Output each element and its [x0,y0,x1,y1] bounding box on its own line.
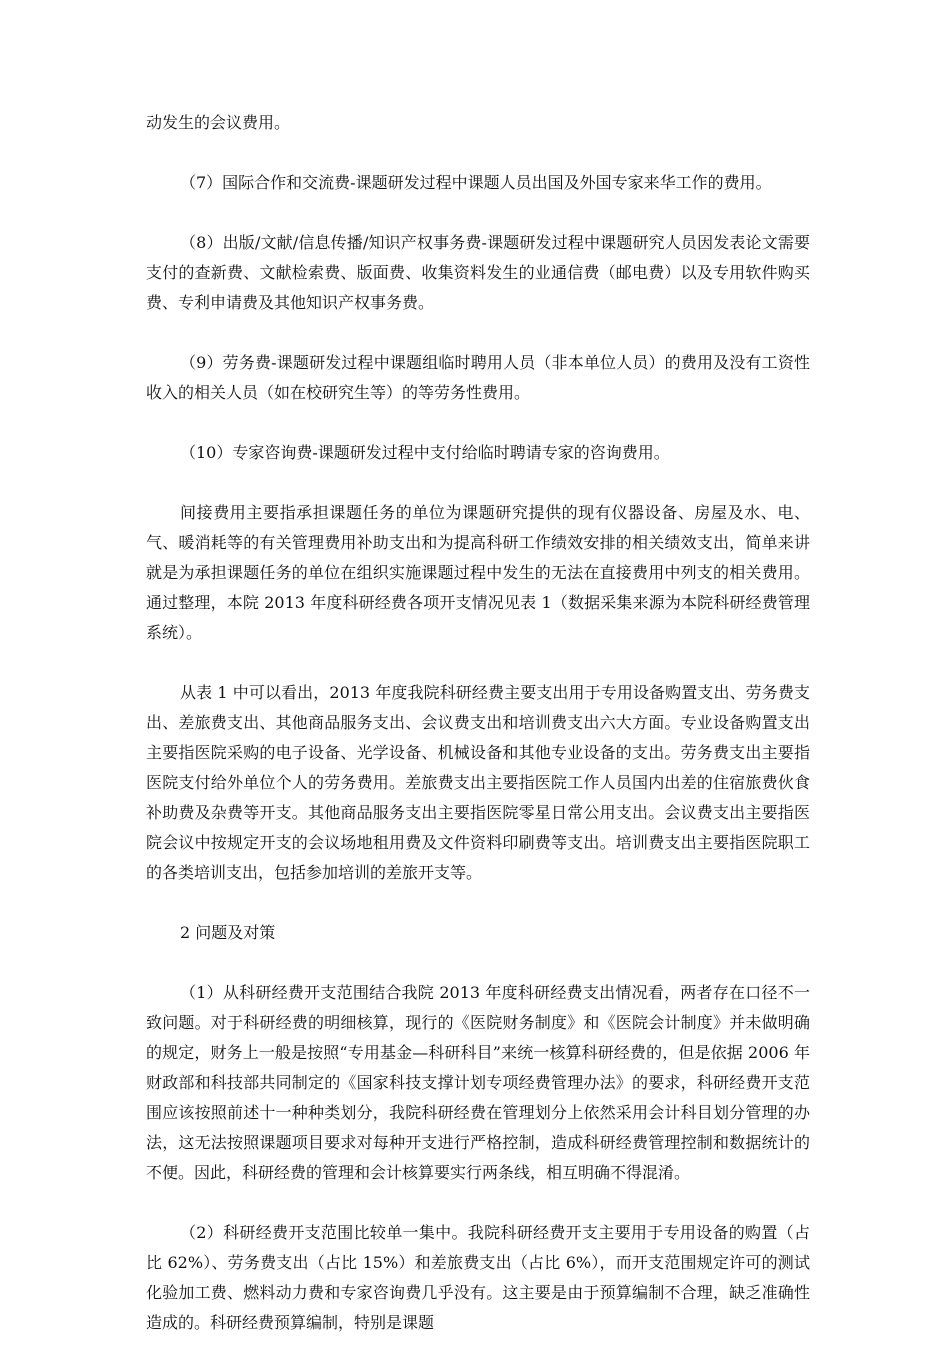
paragraph-table-analysis: 从表 1 中可以看出，2013 年度我院科研经费主要支出用于专用设备购置支出、劳务费支出、差旅费支出、其他商品服务支出、会议费支出和培训费支出六大方面。专业设备购置支出主要指医院采购的电子设备、光学设备、机械设备和其他专业设备的支出。劳务费支出主要指医院支付给外单位个人的劳务费用。差旅费支出主要指医院工作人员国内出差的住宿旅费伙食补助费及杂费等开支。其他商品服务支出主要指医院零星日常公用支出。会议费支出主要指医院会议中按规定开支的会议场地租用费及文件资料印刷费等支出。培训费支出主要指医院职工的各类培训支出，包括参加培训的差旅开支等。 [146,683,810,882]
document-body [146,108,810,1368]
paragraph-item-10: （10）专家咨询费-课题研发过程中支付给临时聘请专家的咨询费用。 [180,443,670,462]
paragraph-indirect-costs: 间接费用主要指承担课题任务的单位为课题研究提供的现有仪器设备、房屋及水、电、气、暖消耗等的有关管理费用补助支出和为提高科研工作绩效安排的相关绩效支出，简单来讲就是为承担课题任务的单位在组织实施课题过程中发生的无法在直接费用中列支的相关费用。通过整理，本院 2013 年度科研经费各项开支情况见表 1（数据采集来源为本院科研经费管理系统）。 [146,503,810,642]
paragraph-item-8: （8）出版/文献/信息传播/知识产权事务费-课题研发过程中课题研究人员因发表论文需要支付的查新费、文献检索费、版面费、收集资料发生的业通信费（邮电费）以及专用软件购买费、专利申请费及其他知识产权事务费。 [146,233,810,312]
section-heading: 2 问题及对策 [180,923,276,942]
paragraph-problem-1: （1）从科研经费开支范围结合我院 2013 年度科研经费支出情况看，两者存在口径不一致问题。对于科研经费的明细核算，现行的《医院财务制度》和《医院会计制度》并未做明确的规定，财务上一般是按照“专用基金—科研科目”来统一核算科研经费的，但是依据 2006 年财政部和科技部共同制定的《国家科技支撑计划专项经费管理办法》的要求，科研经费开支范围应该按照前述十一种种类划分，我院科研经费在管理划分上依然采用会计科目划分管理的办法，这无法按照课题项目要求对每种开支进行严格控制，造成科研经费管理控制和数据统计的不便。因此，科研经费的管理和会计核算要实行两条线，相互明确不得混淆。 [146,983,810,1182]
paragraph-item-9: （9）劳务费-课题研发过程中课题组临时聘用人员（非本单位人员）的费用及没有工资性收入的相关人员（如在校研究生等）的等劳务性费用。 [146,353,810,402]
paragraph-problem-2: （2）科研经费开支范围比较单一集中。我院科研经费开支主要用于专用设备的购置（占比 62%）、劳务费支出（占比 15%）和差旅费支出（占比 6%），而开支范围规定许可的测试化验加工费、燃料动力费和专家咨询费几乎没有。这主要是由于预算编制不合理，缺乏准确性造成的。科研经费预算编制，特别是课题 [146,1223,810,1332]
paragraph-continued: 动发生的会议费用。 [146,113,291,132]
paragraph-item-7: （7）国际合作和交流费-课题研发过程中课题人员出国及外国专家来华工作的费用。 [180,173,772,192]
